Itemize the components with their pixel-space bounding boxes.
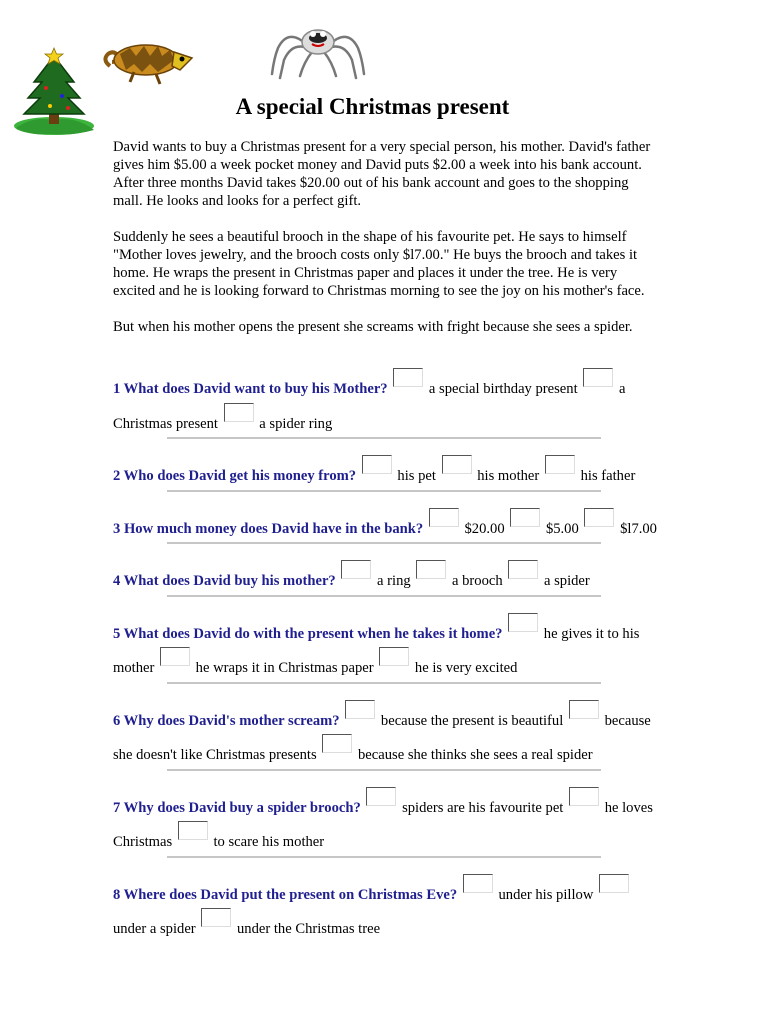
answer-option-label: under his pillow	[498, 886, 594, 903]
chameleon-icon	[100, 32, 198, 88]
answer-checkbox[interactable]	[545, 455, 575, 474]
answer-option-label: he is very excited	[414, 660, 518, 676]
question-text: 5 What does David do with the present when he takes it home?	[113, 625, 503, 642]
answer-option-label: under a spider	[113, 921, 196, 937]
question-6	[113, 700, 661, 769]
question-1	[113, 368, 661, 437]
quiz	[113, 368, 661, 961]
answer-checkbox[interactable]	[510, 508, 540, 527]
answer-line	[167, 682, 601, 684]
answer-option-label: he wraps it in Christmas paper	[195, 660, 374, 676]
answer-line	[167, 437, 601, 439]
answer-option-label: a ring	[377, 573, 411, 589]
answer-line	[167, 769, 601, 771]
question-text: 3 How much money does David have in the bank?	[113, 520, 424, 537]
question-5	[113, 613, 661, 682]
question-4	[113, 560, 661, 595]
answer-checkbox[interactable]	[463, 874, 493, 893]
answer-checkbox[interactable]	[362, 455, 392, 474]
question-text: 7 Why does David buy a spider brooch?	[113, 799, 361, 816]
christmas-tree-icon	[12, 44, 96, 138]
answer-checkbox[interactable]	[322, 734, 352, 753]
answer-option-label: because the present is beautiful	[380, 712, 564, 729]
answer-option-label: spiders are his favourite pet	[402, 799, 564, 816]
answer-checkbox[interactable]	[345, 700, 375, 719]
answer-checkbox[interactable]	[379, 647, 409, 666]
answer-checkbox[interactable]	[442, 455, 472, 474]
answer-option-label: under the Christmas tree	[236, 921, 381, 937]
question-8	[113, 874, 661, 943]
question-text: 2 Who does David get his money from?	[113, 468, 357, 484]
story-paragraph: David wants to buy a Christmas present for a very special person, his mother. David's father gives him $5.00 a week pocket money and David puts $2.00 a week into his bank account. After three months David takes $20.00 out of his bank account and goes to the shopping mall. He looks and looks for a perfect gift.	[113, 139, 651, 209]
answer-checkbox[interactable]	[341, 560, 371, 579]
answer-option-label: because she thinks she sees a real spider	[357, 747, 593, 763]
answer-option-label: his father	[580, 468, 636, 484]
answer-option-label: his mother	[477, 468, 540, 484]
answer-checkbox[interactable]	[584, 508, 614, 527]
answer-checkbox[interactable]	[416, 560, 446, 579]
answer-checkbox[interactable]	[160, 647, 190, 666]
answer-line	[167, 856, 601, 858]
answer-line	[167, 542, 601, 544]
question-text: 6 Why does David's mother scream?	[113, 712, 340, 729]
answer-option-label: to scare his mother	[213, 834, 325, 850]
answer-checkbox[interactable]	[201, 908, 231, 927]
answer-checkbox[interactable]	[508, 560, 538, 579]
answer-option-label: a spider	[543, 573, 590, 589]
story-text	[113, 138, 658, 354]
answer-option-label: a Christmas present	[113, 381, 626, 432]
question-text: 8 Where does David put the present on Christmas Eve?	[113, 886, 458, 903]
answer-option-label: a brooch	[452, 573, 503, 589]
answer-option-label: he gives it to his mother	[113, 625, 640, 676]
question-text: 4 What does David buy his mother?	[113, 573, 336, 589]
answer-checkbox[interactable]	[178, 821, 208, 840]
story-paragraph: But when his mother opens the present she screams with fright because she sees a spider.	[113, 319, 633, 335]
answer-checkbox[interactable]	[508, 613, 538, 632]
answer-checkbox[interactable]	[224, 403, 254, 422]
answer-option-label: $l7.00	[620, 520, 657, 537]
answer-option-label: $20.00	[464, 520, 505, 537]
answer-option-label: because she doesn't like Christmas presents	[113, 712, 651, 763]
answer-checkbox[interactable]	[583, 368, 613, 387]
question-text: 1 What does David want to buy his Mother?	[113, 381, 388, 397]
answer-checkbox[interactable]	[366, 787, 396, 806]
answer-option-label: he loves Christmas	[113, 799, 653, 850]
story-paragraph: Suddenly he sees a beautiful brooch in the shape of his favourite pet. He says to himself "Mother loves jewelry, and the brooch costs only $l7.00." He buys the brooch and takes it home. He wraps the present in Christmas paper and places it under the tree. He is very excited and he is looking forward to Christmas morning to see the joy on his mother's face.	[113, 229, 645, 299]
answer-checkbox[interactable]	[393, 368, 423, 387]
answer-checkbox[interactable]	[599, 874, 629, 893]
answer-checkbox[interactable]	[429, 508, 459, 527]
answer-option-label: $5.00	[545, 520, 579, 537]
spider-icon	[268, 18, 368, 82]
answer-line	[167, 595, 601, 597]
question-7	[113, 787, 661, 856]
page-title: A special Christmas present	[235, 94, 510, 119]
question-2	[113, 455, 661, 490]
answer-option-label: a special birthday present	[428, 381, 578, 397]
answer-option-label: a spider ring	[259, 415, 333, 432]
answer-checkbox[interactable]	[569, 787, 599, 806]
answer-line	[167, 490, 601, 492]
answer-checkbox[interactable]	[569, 700, 599, 719]
answer-option-label: his pet	[397, 468, 436, 484]
question-3	[113, 508, 661, 543]
